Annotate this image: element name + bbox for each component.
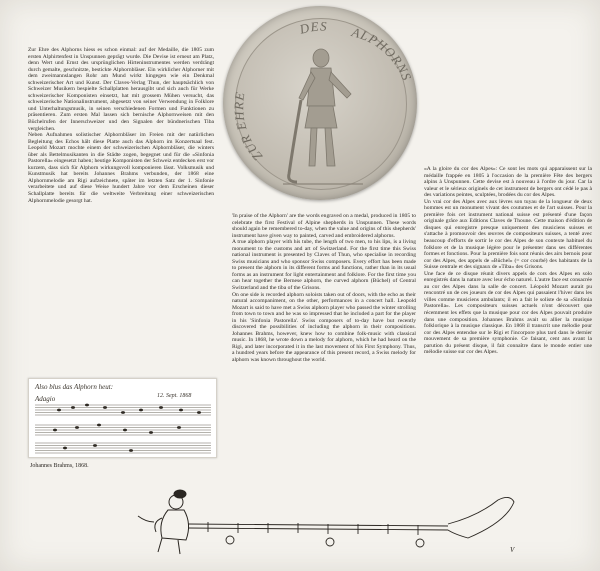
score-title: Also blus das Alphorn heut: [35,383,114,391]
german-text-column [28,47,214,204]
alphorn-relief-icon [289,100,301,182]
english-paragraph: A true alphorn player with his tube, the length of two men, to his lips, is a living monument to the customs and art of Switzerland. For the first time this Swiss national instrument is presented by Claves of Thun, who specialise in recording Swiss musicians and who sponsor Swiss composers. Every effort has been made to present the alphorn in its different forms and functions, rather than in its usual forms as an instrument for light entertainment and folklore. For the first time you can hear together the Bernese alphorn, the curved alphorn (Büchel) of Central Switzerland and the tiba of the Grisons. [232,239,416,292]
medal-inscription-top: DES [298,18,328,37]
french-paragraph: Une face de ce disque réunit divers appels de cors des Alpes en solo enregistrés dans la nature avec leur écho naturel. L'autre face est consacrée au cor des Alpes dans la salle de concert. Léopold Mozart aurait pu rencontré un de ces joueurs de cor des Alpes qui passaient l'hiver dans les villes comme musiciens ambulants; il en a fait le soliste de sa «Sinfonia Pastorella». Les compositeurs suisses actuels n'ont découvert que récemment les effets que la musique pour cor des Alpes pouvait produire dans une composition. Johannes Brahms avait su allier la musique folklorique à la musique classique. En 1868 il transcrit une mélodie pour cor des Alpes entendue sur le Rigi et l'incorpore plus tard dans le dernier mouvement de sa première symphonie. Ce faisant, cent ans avant la parution du présent disque, il fait connaître dans le monde entier une mélodie suisse sur cor des Alpes. [424,270,592,356]
svg-text:DES [297,19,328,37]
french-text-column [424,166,592,356]
medal-inscription-right: ALPHORNS [350,24,415,84]
medal-inscription-left: ZUR EHRE [231,90,266,165]
cartoon-player-icon [138,490,189,554]
german-paragraph: Neben Aufnahmen solistischer Alphornbläser im Freien mit der natürlichen Begleitung des Echos hält diese Platte auch das Alphorn im Konzertsaal fest. Leopold Mozart mochte einem der schweizerischen Alphornbläser, die winters über als Bettelmusikanten in die Städte zogen, begegnet und für die «Sinfonia Pastorella» eingesetzt haben; heutige Komponisten der Schweiz entdecken erst vor kurzem, dass sich für Alphorn wirkungsvoll komponieren lässt. Volksmusik und Kunstmusik hat bereits Johannes Brahms verbunden, der 1868 eine Alphornmelodie am Rigi aufzeichnete, später im letzten Satz der 1. Sinfonie verarbeitete und auf diese Weise hundert Jahre vor dem Erscheinen dieser Schallplatte bereits für die weltweite Verbreitung einer schweizerischen Alphornmelodie gesorgt hat. [28,132,214,204]
english-paragraph: On one side is recorded alphorn soloists taken out of doors, with the echo as their natural accompaniment, on the other, performances in a concert hall. Leopold Mozart is said to have met a Swiss alphorn player who passed the winter strolling from town to town and he was so impressed that he included a part for the player in his 'Sinfonia Pastorella'. Swiss composers of to-day have but recently discovered the possibilities of including the alphorn in their compositions. Johannes Brahms, however, knew how to combine folk-music with classical music. In 1868, he wrote down a melody for alphorn, which he had heard on the Rigi, and later incorporated it in the last movement of his First Symphony. Thus, a hundred years before the appearance of this present record, a Swiss melody for alphorn was known throughout the world. [232,291,416,364]
alphorn-medal [223,6,417,200]
svg-text:ALPHORNS [349,24,415,83]
english-text-column [232,213,416,364]
german-paragraph: Zur Ehre des Alphorns hiess es schon einmal: auf der Medaille, die 1805 zum ersten Alphirtenfest in Unspunnen geprägt wurde. Die Devise ist erneut am Platz, denn Wert und Ernst des ursprünglichen Hirteninstrumentes werden verdrängt durch gemalte, geschnitzte, bestickte Alphornbläser. Ein wirklicher Alphorner mit dem zweimannslangen Rohr am Mund wirkt hingegen wie ein Denkmal schweizerischer Art und Kunst. Der Claves-Verlag Thun, der hauptsächlich von Schweizer Musikern bespielte Schallplatten herausgibt und sich auch für Werke schweizerischer Komponisten einsetzt, hat mit grossem Mühen versucht, das schweizerische Nationalinstrument, abgesetzt von seiner Verwendung in Folklore und Unterhaltungsmusik, in seinen verschiedenen Formen und Funktionen zu präsentieren. Zum ersten Mal lassen sich bernische Alphornweisen mit den Büchelrufen der Innerschweizer und den Signalen der bündnerischen Tiba vergleichen. [28,47,214,132]
score-tempo: Adagio [35,395,56,403]
score-date: 12. Sept. 1868 [157,393,192,399]
svg-text:ZUR EHRE [231,90,265,164]
artist-signature: V [510,546,515,554]
french-paragraph: Un vrai cor des Alpes avec aux lèvres son tuyau de la longueur de deux hommes est un monument vivant des coutumes et de l'art suisses. Pour la première fois cet instrument national suisse est présenté d'une façon originale grâce aux Editions Claves de Thoune. Cette maison d'édition de disques qui enregistre presque uniquement des musiciens suisses et s'attache à promouvoir des œuvres de compositeurs suisses, a tenté avec beaucoup d'efforts de sortir le cor des Alpes de son contexte habituel du folklore et de la musique légère pour le présenter dans ses différentes formes et fonctions. Pour la première fois sont réunis des airs bernois pour cor des Alpes, des appels de «Büchel» (= cor courbé) des habitants de la Suisse centrale et des signaux de «Tiba» des Grisons. [424,198,592,271]
shepherd-relief-icon [299,49,351,166]
french-paragraph: «A la gloire du cor des Alpes»: Ce sont les mots qui apparaissent sur la médaille frappée en 1805 à l'occasion de la première Fête des bergers alpins à Unspunnen. Cette devise est à nouveau à l'ordre du jour. Car la valeur et le sérieux originels de cet instrument de bergers ont cédé le pas à des variations peintes, sculptées, brodées du cor des Alpes. [424,166,592,199]
sketch-alphorn-icon [188,497,514,547]
medal-relief [223,6,417,200]
english-paragraph: 'In praise of the Alphorn' are the words engraved on a medal, produced in 1805 to celebrate the first Festival of Alpine shepherds in Unspunnen. These words should again be remembered to-day, when the value and origins of this shepherds' instrument have given way to painted, carved and embroidered alphorns. [232,213,416,239]
score-caption: Johannes Brahms, 1868. [30,463,89,469]
brahms-score-manuscript [28,378,217,458]
alphorn-player-sketch [118,482,530,556]
